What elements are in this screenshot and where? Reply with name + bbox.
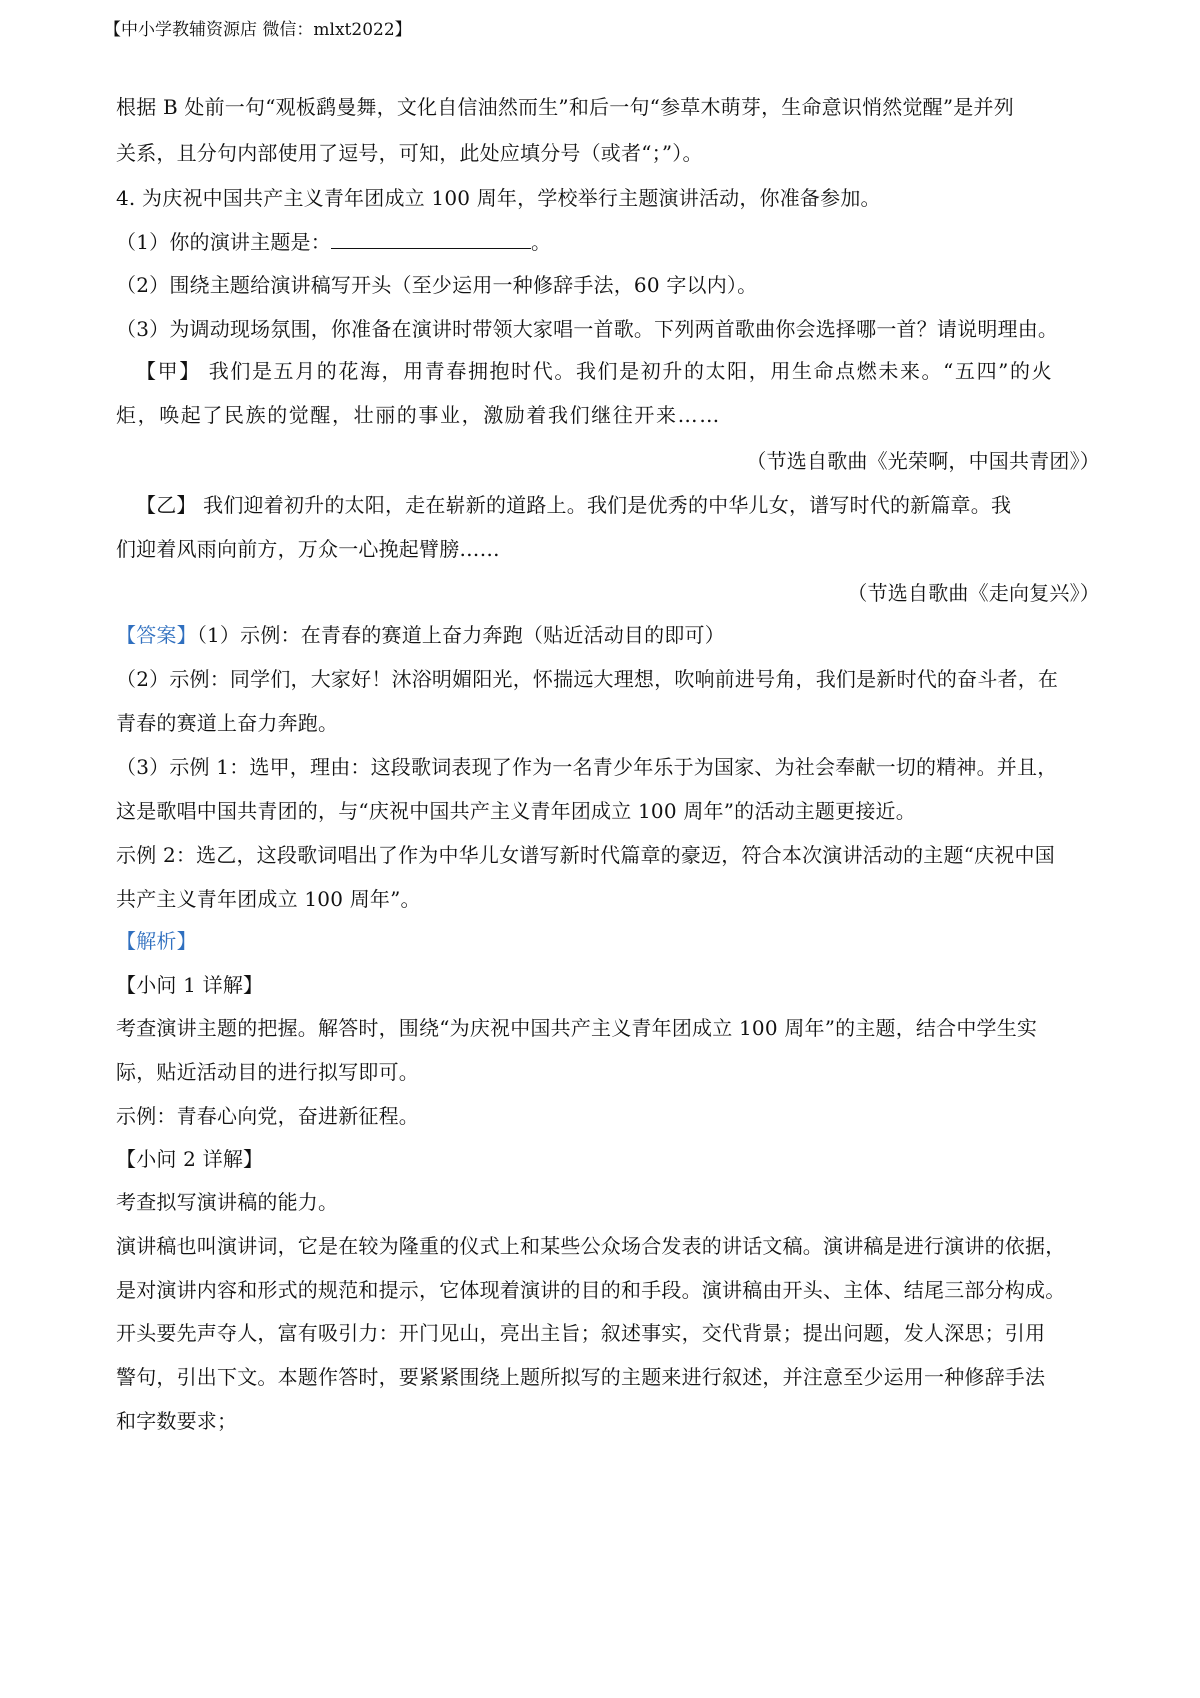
text-line: 关系，且分句内部使用了逗号，可知，此处应填分号（或者“；”）。 bbox=[116, 141, 703, 165]
text-line: 警句，引出下文。本题作答时，要紧紧围绕上题所拟写的主题来进行叙述，并注意至少运用一种修辞手法 bbox=[116, 1365, 1046, 1389]
text-line: 示例 2：选乙，这段歌词唱出了作为中华儿女谱写新时代篇章的豪迈，符合本次演讲活动的主题“庆祝中国 bbox=[116, 843, 1055, 867]
lyric-jia-source: （节选自歌曲《光荣啊，中国共青团》） bbox=[746, 449, 1100, 473]
subquestion-1-heading: 【小问 1 详解】 bbox=[116, 973, 264, 997]
answer-label: 【答案】 bbox=[116, 623, 197, 647]
text-line: （2）示例：同学们，大家好！沐浴明媚阳光，怀揣远大理想，吹响前进号角，我们是新时代的奋斗者，在 bbox=[116, 667, 1059, 691]
answer-line-1 bbox=[116, 620, 1096, 650]
text-line: 示例：青春心向党，奋进新征程。 bbox=[116, 1104, 419, 1128]
answer-text: （1）示例：在青春的赛道上奋力奔跑（贴近活动目的即可） bbox=[196, 623, 725, 647]
text-line: 这是歌唱中国共青团的，与“庆祝中国共产主义青年团成立 100 周年”的活动主题更接近。 bbox=[116, 799, 916, 823]
question-part-1-end: 。 bbox=[530, 230, 552, 254]
lyric-yi-source: （节选自歌曲《走向复兴》） bbox=[847, 581, 1100, 605]
text-line: 演讲稿也叫演讲词，它是在较为隆重的仪式上和某些公众场合发表的讲话文稿。演讲稿是进行演讲的依据， bbox=[116, 1234, 1066, 1258]
question-part-1-label: （1）你的演讲主题是： bbox=[116, 230, 331, 254]
lyric-jia-line-1: 【甲】 我们是五月的花海，用青春拥抱时代。我们是初升的太阳，用生命点燃未来。“五四”的火 bbox=[136, 359, 1054, 383]
subquestion-2-heading: 【小问 2 详解】 bbox=[116, 1147, 264, 1171]
text-line: 际，贴近活动目的进行拟写即可。 bbox=[116, 1060, 419, 1084]
question-part-3: （3）为调动现场氛围，你准备在演讲时带领大家唱一首歌。下列两首歌曲你会选择哪一首？请说明理由。 bbox=[116, 317, 1059, 341]
analysis-label: 【解析】 bbox=[116, 929, 197, 953]
text-line: （3）示例 1：选甲，理由：这段歌词表现了作为一名青少年乐于为国家、为社会奉献一切的精神。并且， bbox=[116, 755, 1058, 779]
question-part-1 bbox=[116, 227, 1096, 257]
lyric-jia-line-2: 炬，唤起了民族的觉醒，壮丽的事业，激励着我们继往开来…… bbox=[116, 403, 721, 427]
question-part-2: （2）围绕主题给演讲稿写开头（至少运用一种修辞手法，60 字以内）。 bbox=[116, 273, 758, 297]
text-line: 共产主义青年团成立 100 周年”。 bbox=[116, 887, 421, 911]
text-line: 考查拟写演讲稿的能力。 bbox=[116, 1190, 339, 1214]
answer-blank bbox=[331, 228, 531, 249]
question-title: 4. 为庆祝中国共产主义青年团成立 100 周年，学校举行主题演讲活动，你准备参加。 bbox=[116, 186, 881, 210]
text-line: 青春的赛道上奋力奔跑。 bbox=[116, 711, 339, 735]
text-line: 根据 B 处前一句“观板鹞曼舞，文化自信油然而生”和后一句“参草木萌芽，生命意识悄然觉醒”是并列 bbox=[116, 95, 1014, 119]
text-line: 和字数要求； bbox=[116, 1409, 238, 1433]
lyric-yi-line-1: 【乙】 我们迎着初升的太阳，走在崭新的道路上。我们是优秀的中华儿女，谱写时代的新篇章。我 bbox=[136, 493, 1012, 517]
text-line: 开头要先声夺人，富有吸引力：开门见山，亮出主旨；叙述事实，交代背景；提出问题，发人深思；引用 bbox=[116, 1321, 1046, 1345]
lyric-yi-line-2: 们迎着风雨向前方，万众一心挽起臂膀…… bbox=[116, 537, 500, 561]
text-line: 是对演讲内容和形式的规范和提示，它体现着演讲的目的和手段。演讲稿由开头、主体、结尾三部分构成。 bbox=[116, 1278, 1066, 1302]
header-watermark: 【中小学教辅资源店 微信：mlxt2022】 bbox=[104, 20, 412, 40]
text-line: 考查演讲主题的把握。解答时，围绕“为庆祝中国共产主义青年团成立 100 周年”的主题，结合中学生实 bbox=[116, 1016, 1038, 1040]
